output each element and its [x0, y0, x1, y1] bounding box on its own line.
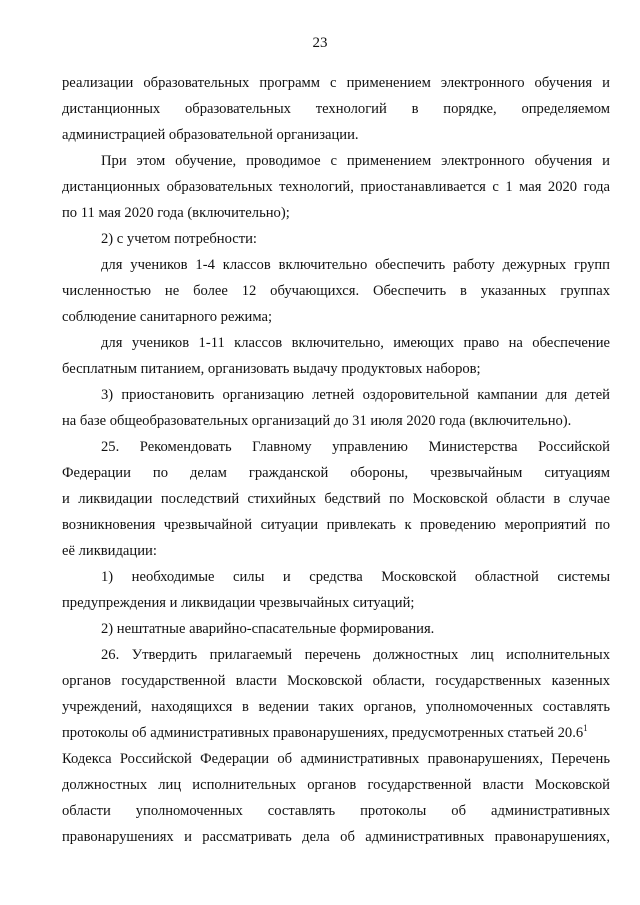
text-line: для учеников 1-4 классов включительно обеспечить работу дежурных групп [101, 257, 610, 273]
text-line: дистанционных образовательных технологий в порядке, определяемом [62, 101, 610, 117]
text-line: органов государственной власти Московской области, государственных казенных [62, 673, 610, 689]
text-line: и ликвидации последствий стихийных бедствий по Московской области в случае [62, 491, 610, 507]
text-line: реализации образовательных программ с применением электронного обучения и [62, 75, 610, 91]
text-line: 2) нештатные аварийно-спасательные формирования. [101, 621, 435, 637]
footnote-marker: 1 [583, 723, 588, 733]
text-line: администрацией образовательной организации. [62, 127, 359, 143]
text-line: протоколы об административных правонарушениях, предусмотренных статьей 20.6 [62, 725, 584, 741]
text-line: 26. Утвердить прилагаемый перечень должностных лиц исполнительных [101, 647, 610, 663]
text-line: её ликвидации: [62, 543, 157, 559]
text-line: для учеников 1-11 классов включительно, имеющих право на обеспечение [101, 335, 610, 351]
text-line: Кодекса Российской Федерации об административных правонарушениях, Перечень [62, 751, 610, 767]
text-line: области уполномоченных составлять протоколы об административных [62, 803, 610, 819]
text-line: Федерации по делам гражданской обороны, чрезвычайным ситуациям [62, 465, 610, 481]
text-line-with-footnote [62, 724, 610, 742]
text-line: предупреждения и ликвидации чрезвычайных ситуаций; [62, 595, 415, 611]
text-line: При этом обучение, проводимое с применением электронного обучения и [101, 153, 610, 169]
text-line: бесплатным питанием, организовать выдачу продуктовых наборов; [62, 361, 481, 377]
text-line: должностных лиц исполнительных органов государственной власти Московской [62, 777, 610, 793]
text-line: дистанционных образовательных технологий, приостанавливается с 1 мая 2020 года [62, 179, 610, 195]
text-line: 2) с учетом потребности: [101, 231, 257, 247]
text-line: учреждений, находящихся в ведении таких органов, уполномоченных составлять [62, 699, 610, 715]
text-line: численностью не более 12 обучающихся. Обеспечить в указанных группах [62, 283, 610, 299]
page-number: 23 [312, 35, 328, 51]
text-line: возникновения чрезвычайной ситуации привлекать к проведению мероприятий по [62, 517, 610, 533]
text-line: правонарушениях и рассматривать дела об административных правонарушениях, [62, 829, 610, 845]
text-line: 25. Рекомендовать Главному управлению Министерства Российской [101, 439, 610, 455]
text-line: по 11 мая 2020 года (включительно); [62, 205, 290, 221]
text-line: на базе общеобразовательных организаций до 31 июля 2020 года (включительно). [62, 413, 572, 429]
text-line: 3) приостановить организацию летней оздоровительной кампании для детей [101, 387, 610, 403]
text-line: 1) необходимые силы и средства Московской областной системы [101, 569, 610, 585]
text-line: соблюдение санитарного режима; [62, 309, 273, 325]
